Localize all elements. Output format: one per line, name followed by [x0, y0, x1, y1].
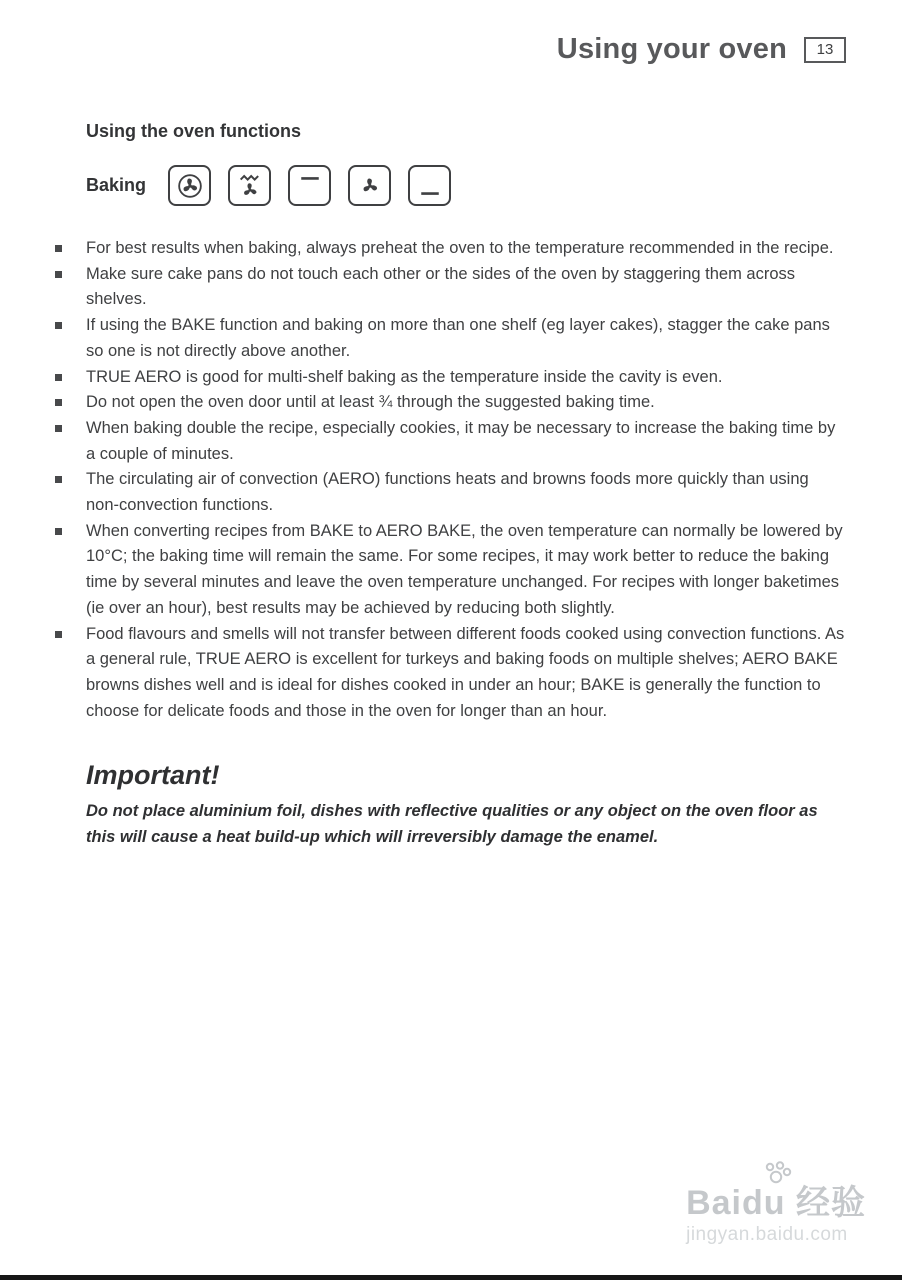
baking-tips-list	[86, 236, 846, 724]
section-heading: Using the oven functions	[86, 121, 302, 141]
top-element-icon	[288, 165, 331, 206]
list-item	[86, 622, 846, 725]
bullet-square-icon	[55, 245, 62, 252]
important-heading: Important!	[86, 760, 220, 791]
baidu-watermark	[686, 1175, 866, 1246]
list-item	[86, 416, 846, 467]
tip-text: Food flavours and smells will not transfer between different foods cooked using convection functions. As a general rule, TRUE AERO is excellent for turkeys and baking foods on multiple shelves; AERO BAKE browns dishes well and is ideal for dishes cooked in under an hour; BAKE is generally the function to choose for delicate foods and those in the oven for longer than an hour.	[86, 624, 845, 720]
important-text: Do not place aluminium foil, dishes with reflective qualities or any object on the oven floor as this will cause a heat build-up which will irreversibly damage the enamel.	[86, 802, 818, 847]
page-title: Using your oven	[556, 33, 787, 65]
list-item	[86, 313, 846, 364]
page-bottom-edge	[0, 1275, 902, 1280]
tip-text: For best results when baking, always preheat the oven to the temperature recommended in the recipe.	[86, 239, 834, 257]
list-item	[86, 390, 846, 416]
fan-icon	[348, 165, 391, 206]
list-item	[86, 519, 846, 622]
list-item	[86, 467, 846, 518]
bullet-square-icon	[55, 271, 62, 278]
baidu-experience-logo-icon	[760, 1157, 794, 1196]
fan-with-grill-icon	[228, 165, 271, 206]
fan-in-circle-icon	[168, 165, 211, 206]
tip-text: If using the BAKE function and baking on more than one shelf (eg layer cakes), stagger the cake pans so one is not directly above another.	[86, 316, 830, 360]
page-number: 13	[816, 41, 834, 58]
tip-text: Make sure cake pans do not touch each other or the sides of the oven by staggering them across shelves.	[86, 264, 796, 309]
bullet-square-icon	[55, 322, 62, 329]
tip-text: The circulating air of convection (AERO) functions heats and browns foods more quickly than using non-convection functions.	[86, 470, 809, 515]
baking-label: Baking	[86, 175, 147, 195]
bullet-square-icon	[55, 476, 62, 483]
tip-text: When baking double the recipe, especially cookies, it may be necessary to increase the baking time by a couple of minutes.	[86, 418, 836, 463]
tip-text: Do not open the oven door until at least ¾ through the suggested baking time.	[86, 393, 655, 412]
watermark-brand: Baidu	[686, 1184, 786, 1222]
watermark-brand-row	[686, 1175, 866, 1224]
bullet-square-icon	[55, 425, 62, 432]
bullet-square-icon	[55, 399, 62, 406]
list-item	[86, 262, 846, 313]
tip-text: TRUE AERO is good for multi-shelf baking as the temperature inside the cavity is even.	[86, 367, 723, 386]
bottom-element-icon	[408, 165, 451, 206]
watermark-brand-suffix: 经验	[796, 1184, 866, 1222]
bullet-square-icon	[55, 374, 62, 381]
baking-function-row	[86, 165, 846, 206]
bullet-square-icon	[55, 631, 62, 638]
list-item	[86, 236, 846, 262]
important-section	[86, 760, 846, 850]
list-item	[86, 365, 846, 391]
bullet-square-icon	[55, 528, 62, 535]
watermark-url: jingyan.baidu.com	[686, 1224, 848, 1245]
tip-text: When converting recipes from BAKE to AERO BAKE, the oven temperature can normally be lowered by 10°C; the baking time will remain the same. For some recipes, it may work better to reduce the baking time by several minutes and leave the oven temperature unchanged. For recipes with longer baketimes (ie over an hour), best results may be achieved by reducing both slightly.	[86, 521, 843, 617]
page-content	[86, 0, 846, 850]
